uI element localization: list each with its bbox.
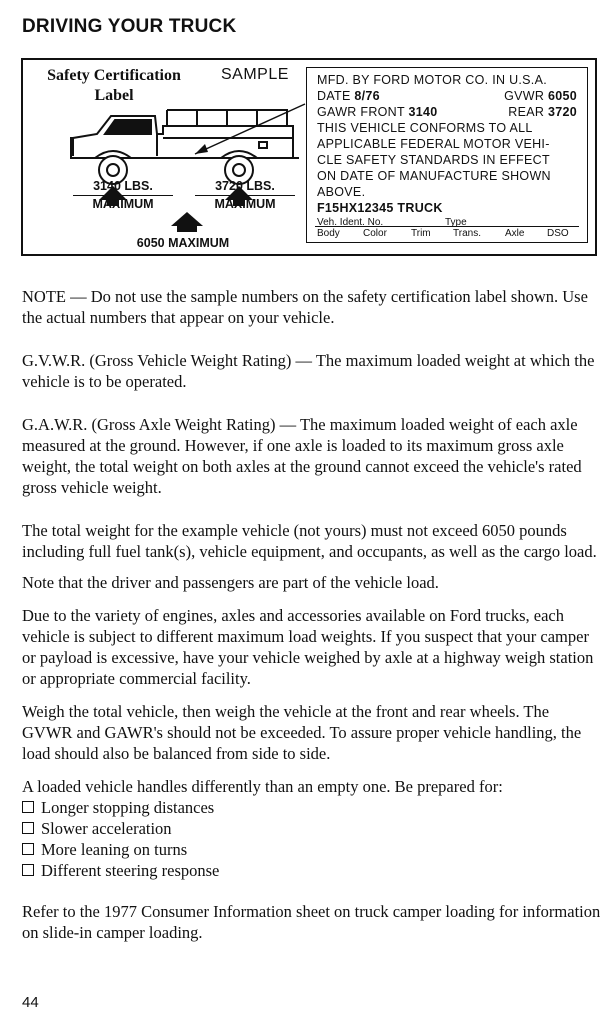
code-axle: Axle (505, 228, 525, 239)
veh-ident-caption: Veh. Ident. No. (317, 217, 384, 228)
total-weight-paragraph: The total weight for the example vehicle (not yours) must not exceed 6050 pounds including full fuel tank(s), vehicle equipment, and occupants, as well as the cargo load. (22, 521, 597, 561)
checklist-item: Slower acceleration (22, 818, 602, 839)
checklist-item: Longer stopping distances (22, 797, 602, 818)
gawr-rear-field: REAR 3720 (508, 105, 577, 119)
gvwr-paragraph: G.V.W.R. (Gross Vehicle Weight Rating) — The maximum loaded weight at which the vehicle is to be operated. (22, 351, 595, 391)
handling-intro: A loaded vehicle handles differently than an empty one. Be prepared for: (22, 777, 503, 796)
conform-line: ON DATE OF MANUFACTURE SHOWN (317, 169, 551, 183)
page-number: 44 (22, 994, 39, 1011)
gawr-paragraph: G.A.W.R. (Gross Axle Weight Rating) — The maximum loaded weight of each axle measured at the ground. However, if one axle is loaded to its maximum gross axle weight, the total weight on both axles at the ground cannot exceed the vehicle's rated gross vehicle weight. (22, 415, 582, 497)
checkbox-icon (22, 864, 34, 876)
checkbox-icon (22, 822, 34, 834)
conform-line: THIS VEHICLE CONFORMS TO ALL (317, 121, 533, 135)
body-text (22, 286, 602, 943)
figure-title: Safety Certification Label (47, 67, 181, 104)
checklist (22, 797, 602, 881)
code-trans: Trans. (453, 228, 481, 239)
gawr-rear-value: 3720 (547, 105, 577, 119)
vin-value: F15HX12345 TRUCK (317, 201, 443, 215)
code-trim: Trim (411, 228, 431, 239)
checklist-item: More leaning on turns (22, 839, 602, 860)
rear-weight-value: 3720 LBS. (215, 179, 275, 193)
rear-axle-weight (195, 178, 295, 213)
passengers-paragraph: Note that the driver and passengers are part of the vehicle load. (22, 573, 439, 592)
label-divider (315, 226, 579, 227)
front-weight-value: 3140 LBS. (93, 179, 153, 193)
code-color: Color (363, 228, 387, 239)
conform-line: ABOVE. (317, 185, 366, 199)
sample-tag: SAMPLE (221, 66, 289, 83)
rear-weight-label: MAXIMUM (195, 195, 295, 213)
note-paragraph: NOTE — Do not use the sample numbers on the safety certification label shown. Use the actual numbers that appear on your vehicle. (22, 287, 588, 327)
total-weight: 6050 MAXIMUM (136, 236, 230, 250)
gawr-front-field: GAWR FRONT 3140 (317, 105, 438, 119)
variety-paragraph: Due to the variety of engines, axles and accessories available on Ford trucks, each vehicle is subject to different maximum load weights. If you suspect that your camper or payload is excessive, have your vehicle weighed by axle at a highway weigh station or appropriate commercial facility. (22, 606, 594, 688)
gvwr-value: 6050 (547, 89, 577, 103)
front-weight-label: MAXIMUM (73, 195, 173, 213)
certification-label-sample (306, 67, 588, 243)
conform-line: APPLICABLE FEDERAL MOTOR VEHI- (317, 137, 550, 151)
type-caption: Type (445, 217, 467, 228)
page-title: DRIVING YOUR TRUCK (22, 16, 237, 37)
code-dso: DSO (547, 228, 569, 239)
front-axle-weight (73, 178, 173, 213)
gawr-front-value: 3140 (408, 105, 438, 119)
code-body: Body (317, 228, 340, 239)
safety-label-figure (21, 58, 597, 256)
gvwr-field: GVWR 6050 (504, 89, 577, 103)
weigh-paragraph: Weigh the total vehicle, then weigh the vehicle at the front and rear wheels. The GVWR and GAWR's should not be exceeded. To assure proper vehicle handling, the load should also be balanced from side to side. (22, 702, 582, 763)
date-value: 8/76 (354, 89, 380, 103)
closing-paragraph: Refer to the 1977 Consumer Information sheet on truck camper loading for information on slide-in camper loading. (22, 902, 601, 942)
date-field: DATE 8/76 (317, 89, 380, 103)
checkbox-icon (22, 843, 34, 855)
checkbox-icon (22, 801, 34, 813)
mfd-line: MFD. BY FORD MOTOR CO. IN U.S.A. (317, 73, 547, 87)
checklist-item: Different steering response (22, 860, 602, 881)
conform-line: CLE SAFETY STANDARDS IN EFFECT (317, 153, 550, 167)
